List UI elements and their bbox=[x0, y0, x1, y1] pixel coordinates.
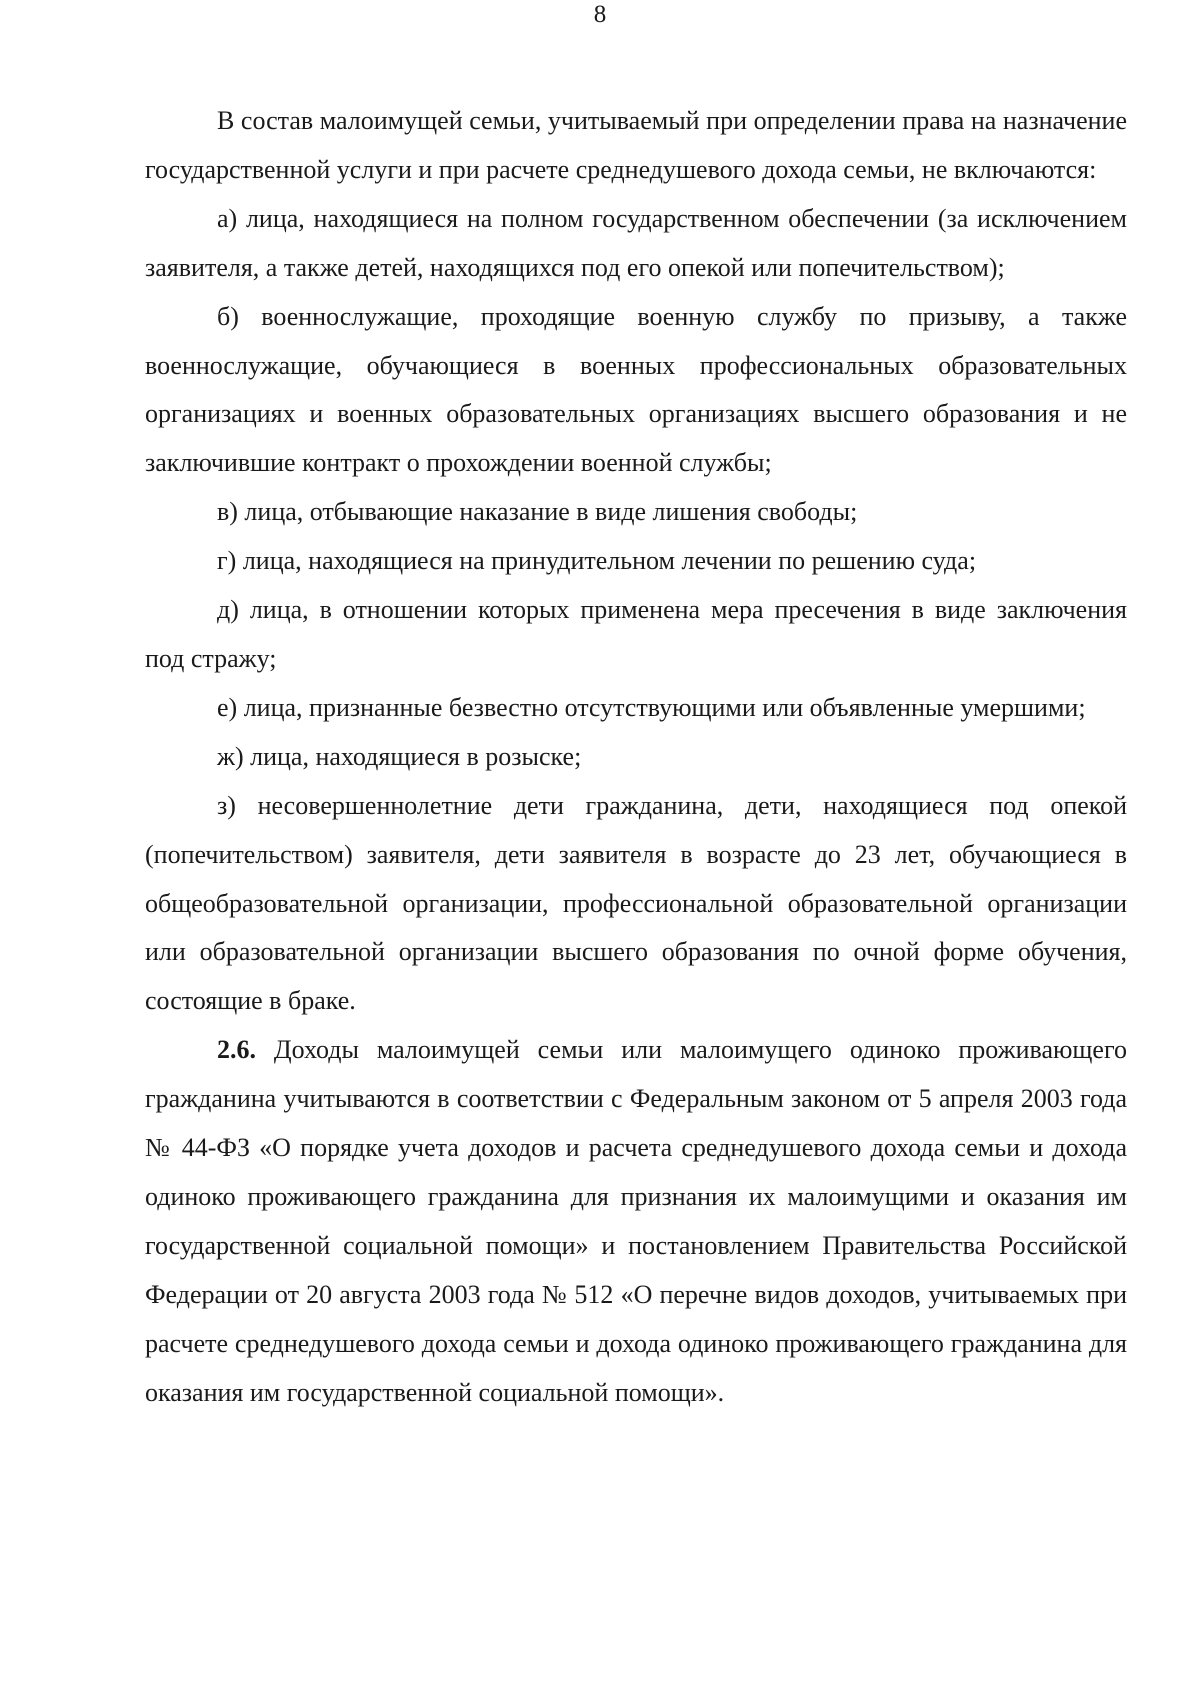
list-item-zh: ж) лица, находящиеся в розыске; bbox=[217, 741, 582, 771]
intro-paragraph: В состав малоимущей семьи, учитываемый при определении права на назначение государственной услуги и при расчете среднедушевого дохода семьи, не включаются: bbox=[145, 106, 1127, 184]
list-item-e: е) лица, признанные безвестно отсутствующими или объявленные умершими; bbox=[217, 692, 1086, 722]
section-text: Доходы малоимущей семьи или малоимущего одиноко проживающего гражданина учитываются в соответствии с Федеральным законом от 5 апреля 2003 года № 44-ФЗ «О порядке учета доходов и расчета среднедушевого дохода семьи и дохода одиноко проживающего гражданина для признания их малоимущими и оказания им государственной социальной помощи» и постановлением Правительства Российской Федерации от 20 августа 2003 года № 512 «О перечне видов доходов, учитываемых при расчете среднедушевого дохода семьи и дохода одиноко проживающего гражданина для оказания им государственной социальной помощи». bbox=[145, 1035, 1127, 1407]
list-item-v: в) лица, отбывающие наказание в виде лишения свободы; bbox=[217, 497, 858, 527]
list-item-a: а) лица, находящиеся на полном государственном обеспечении (за исключением заявителя, а также детей, находящихся под его опекой или попечительством); bbox=[145, 203, 1127, 282]
page-number: 8 bbox=[593, 1, 607, 28]
list-item-b: б) военнослужащие, проходящие военную службу по призыву, а также военнослужащие, обучающиеся в военных профессиональных образовательных организациях и военных образовательных организациях высшего образования и не заключившие контракт о прохождении военной службы; bbox=[145, 301, 1127, 478]
list-item-g: г) лица, находящиеся на принудительном лечении по решению суда; bbox=[217, 546, 977, 576]
list-item-z: з) несовершеннолетние дети гражданина, дети, находящиеся под опекой (попечительством) заявителя, дети заявителя в возрасте до 23 лет, обучающиеся в общеобразовательной организации, профессиональной образовательной организации или образовательной организации высшего образования по очной форме обучения, состоящие в браке. bbox=[145, 790, 1127, 1016]
section-2-6-paragraph bbox=[145, 1026, 1127, 1417]
list-item-d: д) лица, в отношении которых применена мера пресечения в виде заключения под стражу; bbox=[145, 595, 1127, 673]
section-number: 2.6. bbox=[217, 1035, 256, 1065]
document-body bbox=[145, 97, 1127, 1417]
